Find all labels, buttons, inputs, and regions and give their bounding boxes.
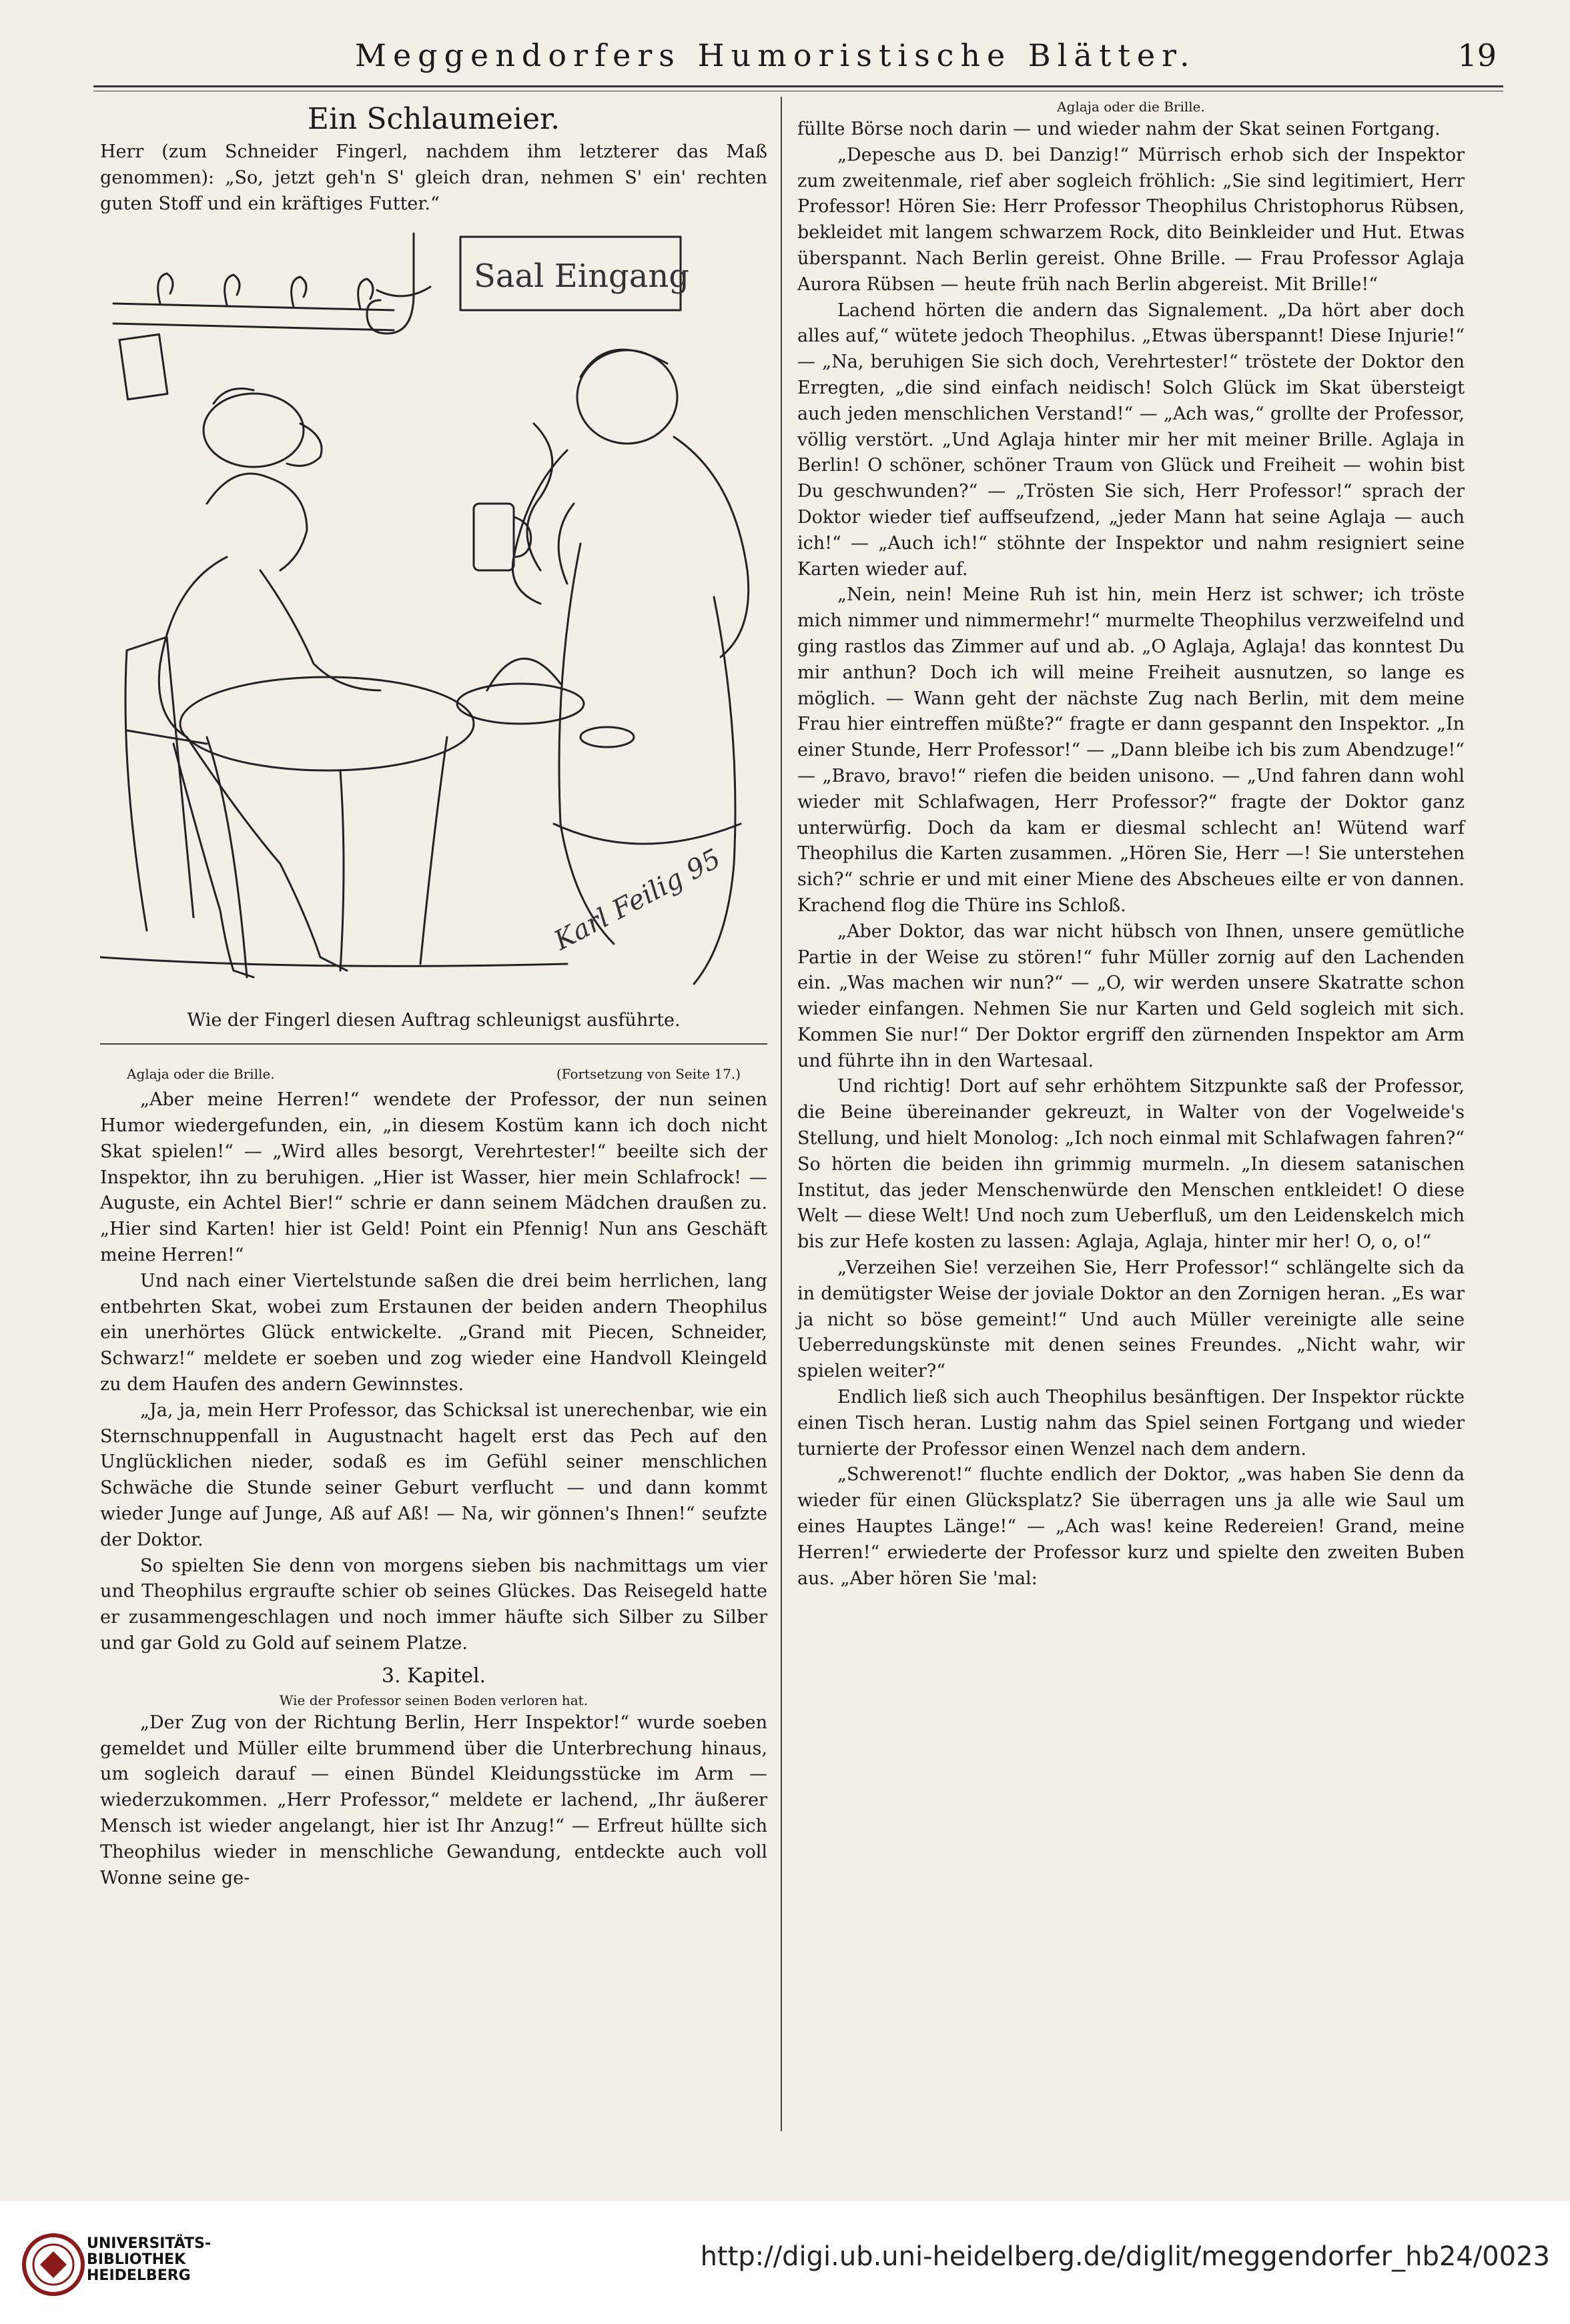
artist-signature: Karl Feilig 95 bbox=[549, 843, 726, 957]
source-url[interactable]: http://digi.ub.uni-heidelberg.de/diglit/meggendorfer_hb24/0023 bbox=[700, 2241, 1550, 2272]
cartoon-caption: Wie der Fingerl diesen Auftrag schleunigst ausführte. bbox=[187, 1010, 681, 1031]
right-paragraphs bbox=[797, 117, 1465, 1592]
story-paragraph: „Schwerenot!“ fluchte endlich der Doktor, „was haben Sie denn da wieder für einen Glücksplatz? Sie überragen uns ja alle wie Saul um eines Hauptes Länge!“ — „Ach was! keine Redereien! Grand, meine Herren!“ erwiederte der Professor kurz und spielte den zweiten Buben aus. „Aber hören Sie 'mal: bbox=[797, 1464, 1465, 1589]
story-paragraph: Und nach einer Viertelstunde saßen die drei beim herrlichen, lang entbehrten Skat, wobei zum Erstaunen der beiden andern Theophilus ein unerhörtes Glück entwickelte. „Grand mit Piecen, Schneider, Schwarz!“ meldete er soeben und zog wieder eine Handvoll Kleingeld zu dem Haufen des andern Gewinnstes. bbox=[100, 1270, 767, 1395]
magazine-title: Meggendorfers Humoristische Blätter. bbox=[354, 37, 1196, 73]
left-column bbox=[100, 97, 767, 1891]
continuation-note: (Fortsetzung von Seite 17.) bbox=[556, 1066, 741, 1083]
right-running-title: Aglaja oder die Brille. bbox=[1057, 99, 1205, 115]
story-paragraph: So spielten Sie denn von morgens sieben bis nachmittags um vier und Theophilus ergraufte schier ob seines Glückes. Das Reisegeld hatte er zusammengeschlagen und noch immer häufte sich Silber zu Silber und gar Gold zu Gold auf seinem Platze. bbox=[100, 1555, 767, 1654]
institution-line: HEIDELBERG bbox=[87, 2267, 191, 2284]
story-paragraph: „Nein, nein! Meine Ruh ist hin, mein Herz ist schwer; ich tröste mich nimmer und nimmermehr!“ murmelte Theophilus verzweifelnd und ging rastlos das Zimmer auf und ab. „O Aglaja, Aglaja! das konntest Du mir anthun? Doch ich will meine Freiheit ausnutzen, so lange es möglich. — Wann geht der nächste Zug nach Berlin, mit dem meine Frau hier eintreffen müßte?“ fragte er dann gespannt den Inspektor. „In einer Stunde, Herr Professor!“ — „Dann bleibe ich bis zum Abendzuge!“ — „Bravo, bravo!“ riefen die beiden unisono. — „Und fahren dann wohl wieder mit Schlafwagen, Herr Professor?“ fragte der Doktor ganz unterwürfig. Doch da kam er diesmal schlecht an! Wütend warf Theophilus die Karten zusammen. „Hören Sie, Herr —! Sie unterstehen sich?“ schrie er und mit einer Miene des Abscheues eilte er von dannen. Krachend flog die Thüre ins Schloß. bbox=[797, 584, 1465, 916]
chapter-subheading: Wie der Professor seinen Boden verloren hat. bbox=[279, 1692, 588, 1708]
story-paragraph: Lachend hörten die andern das Signalement. „Da hört aber doch alles auf,“ wütete jedoch Theophilus. „Etwas überspannt! Diese Injurie!“ — „Na, beruhigen Sie sich doch, Verehrtester!“ tröstete der Doktor den Erregten, „die sind einfach neidisch! Solch Glück im Skat übersteigt auch jeden menschlichen Verstand!“ — „Ach was,“ grollte der Professor, völlig verstört. „Und Aglaja hinter mir her mit meiner Brille. Aglaja in Berlin! O schöner, schöner Traum von Glück und Freiheit — wohin bist Du geschwunden?“ — „Trösten Sie sich, Herr Professor!“ sprach der Doktor wieder tief auffseufzend, „jeder Mann hat seine Aglaja — auch ich!“ — „Auch ich!“ stöhnte der Inspektor und nahm resigniert seine Karten wieder auf. bbox=[797, 300, 1465, 580]
cartoon-drawing bbox=[100, 223, 767, 1004]
header-rule bbox=[93, 85, 1503, 87]
section-separator bbox=[100, 1043, 767, 1045]
story-paragraph: Endlich ließ sich auch Theophilus besänftigen. Der Inspektor rückte einen Tisch heran. Lustig nahm das Spiel seinen Fortgang und wieder turnierte der Professor einen Wenzel nach dem andern. bbox=[797, 1387, 1465, 1460]
story-paragraph: „Der Zug von der Richtung Berlin, Herr Inspektor!“ wurde soeben gemeldet und Müller eilte brummend über die Unterbrechung hinaus, um sogleich darauf — einen Bündel Kleidungsstücke im Arm — wiederzukommen. „Herr Professor,“ meldete er lachend, „Ihr äußerer Mensch ist wieder angelangt, hier ist Ihr Anzug!“ — Erfreut hüllte sich Theophilus wieder in menschliche Gewandung, entdeckte auch voll Wonne seine ge- bbox=[100, 1712, 767, 1888]
story-paragraph: „Verzeihen Sie! verzeihen Sie, Herr Professor!“ schlängelte sich da in demütigster Weise der joviale Doktor an den Zornigen heran. „Es war ja nicht so böse gemeint!“ Und auch Müller vereinigte alle seine Ueberredungskünste mit denen seines Freundes. „Nicht wahr, wir spielen weiter?“ bbox=[797, 1257, 1465, 1382]
story-paragraph: Und richtig! Dort auf sehr erhöhtem Sitzpunkte saß der Professor, die Beine übereinander gekreuzt, in Walter von der Vogelweide's Stellung, und hielt Monolog: „Ich noch einmal mit Schlafwagen fahren?“ So hörten die beiden ihn grimmig murmeln. „In diesem satanischen Institut, das jeder Menschenwürde den Menschen entkleidet! O diese Welt — diese Welt! Und noch zum Ueberfluß, um den Leidenskelch mich bis zur Hefe kosten zu lassen: Aglaja, Aglaja, hinter mir her! O, o, o!“ bbox=[797, 1076, 1465, 1253]
story-paragraph: „Aber Doktor, das war nicht hübsch von Ihnen, unsere gemütliche Partie in der Weise zu stören!“ fuhr Müller zornig auf den Lachenden ein. „Was machen wir nun?“ — „O, wir werden unsere Skatratte schon wieder einfangen. Nehmen Sie nur Karten und Geld sogleich mit sich. Kommen Sie nur!“ Der Doktor ergriff den zürnenden Inspektor am Arm und führte ihn in den Wartesaal. bbox=[797, 921, 1465, 1071]
column-divider bbox=[781, 97, 782, 2131]
institution-line: UNIVERSITÄTS- bbox=[87, 2235, 212, 2252]
cartoon-intro-text: Herr (zum Schneider Fingerl, nachdem ihm letzterer das Maß genommen): „So, jetzt geh'n S' gleich dran, nehmen S' ein' rechten guten Stoff und ein kräftiges Futter.“ bbox=[100, 141, 767, 214]
story-paragraph: „Ja, ja, mein Herr Professor, das Schicksal ist unerechenbar, wie ein Sternschnuppenfall in Augustnacht hagelt erst das Pech auf den Unglücklichen nieder, sodaß es im Gefühl seiner menschlichen Schwäche die Stunde seiner Geburt verflucht — und dann kommt wieder Junge auf Junge, Aß auf Aß! — Na, wir gönnen's Ihnen!“ seufzte der Doktor. bbox=[100, 1399, 767, 1550]
story-paragraph: „Depesche aus D. bei Danzig!“ Mürrisch erhob sich der Inspektor zum zweitenmale, rief aber sogleich fröhlich: „Sie sind legitimiert, Herr Professor! Hören Sie: Herr Professor Theophilus Christophorus Rübsen, bekleidet mit langem schwarzem Rock, dito Beinkleider und Hut. Etwas überspannt. Nach Berlin gereist. Ohne Brille. — Frau Professor Aglaja Aurora Rübsen — heute früh nach Berlin abgereist. Mit Brille!“ bbox=[797, 144, 1465, 295]
page-header bbox=[93, 25, 1497, 85]
institution-line: BIBLIOTHEK bbox=[87, 2251, 186, 2268]
institution-name bbox=[87, 2236, 211, 2284]
cartoon-illustration bbox=[100, 223, 767, 1004]
story-running-head bbox=[100, 1063, 767, 1085]
cartoon-sign-label: Saal Eingang bbox=[474, 257, 690, 296]
story-running-title: Aglaja oder die Brille. bbox=[127, 1066, 275, 1083]
page-number: 19 bbox=[1457, 37, 1497, 73]
story-paragraph: „Aber meine Herren!“ wendete der Professor, der nun seinen Humor wiedergefunden, ein, „in diesem Kostüm kann ich doch nicht Skat spielen!“ — „Wird alles besorgt, Verehrtester!“ beeilte sich der Inspektor, ihn zu beruhigen. „Hier ist Wasser, hier mein Schlafrock! — Auguste, ein Achtel Bier!“ schrie er dann seinem Mädchen draußen zu. „Hier sind Karten! hier ist Geld! Point ein Pfennig! Nun ans Geschäft meine Herren!“ bbox=[100, 1089, 767, 1265]
story-paragraph: füllte Börse noch darin — und wieder nahm der Skat seinen Fortgang. bbox=[797, 119, 1441, 139]
right-column bbox=[797, 97, 1465, 1592]
digitization-footer bbox=[0, 2201, 1570, 2324]
chapter-heading: 3. Kapitel. bbox=[381, 1664, 486, 1688]
story-title: Ein Schlaumeier. bbox=[307, 102, 560, 136]
